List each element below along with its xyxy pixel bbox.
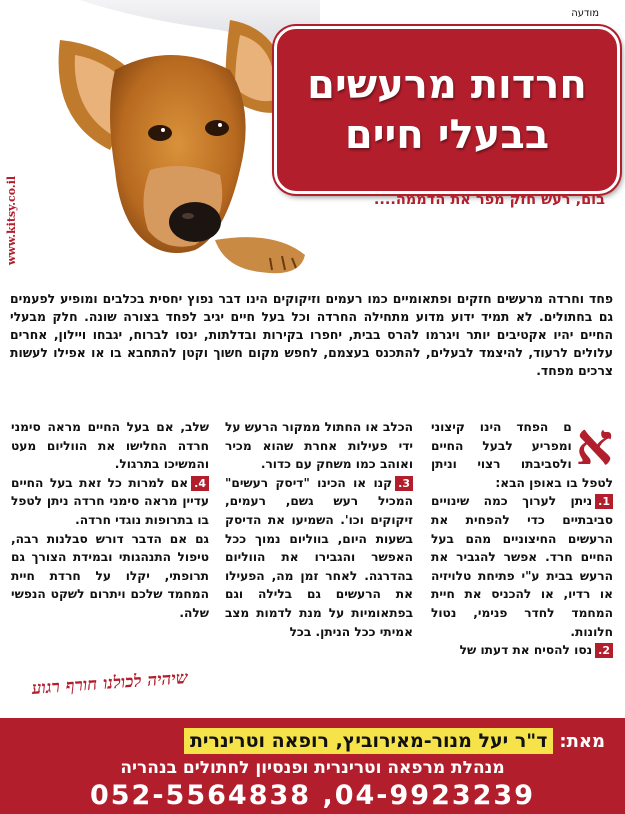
step-number-3: 3. <box>395 476 413 491</box>
ad-label: מודעה <box>571 8 599 19</box>
author-line <box>184 728 605 754</box>
step-text-3: קנו או הכינו "דיסק רעשים" המכיל רעש גשם, רעמים, זיקוקים וכו'. השמיעו את הדיסק בשעות היום, בווליום נמוך ככל האפשר והגבירו את הווליום בהדרגה. לאחר זמן מה, הפעילו את הרעשים גם בלילה וגם בפתאומיות על מנת לדמות מצב אמיתי ככל הניתן. בכל <box>225 475 413 639</box>
step-text-4: אם למרות כל זאת בעל החיים עדיין מראה סימני חרדה ניתן לטפל בו בתרופות נוגדי חרדה. <box>11 475 209 527</box>
column-text: ם הפחד הינו קיצוני ומפריע לבעל החיים ולסביבתו רצוי וניתן לטפל בו באופן הבא: <box>431 420 613 490</box>
column-text: שלב, אם בעל החיים מראה סימני חרדה החלישו את הווליום מעט והמשיכו בתרגול. <box>11 420 209 472</box>
author-description: מנהלת מרפאה וטרינרית ופנסיון לחתולים בנהריה <box>120 758 505 778</box>
step-number-4: 4. <box>191 476 209 491</box>
headline-box <box>274 26 620 194</box>
phone-numbers[interactable]: 052-5564838 ,04-9923239 <box>89 780 535 811</box>
article-column-middle <box>225 418 413 641</box>
author-name: ד"ר יעל מנור-מאירוביץ, רופאה וטרינרית <box>184 728 553 754</box>
drop-cap: א <box>575 410 613 478</box>
column-text: הכלב או החתול ממקור הרעש על ידי פעילות אחרת שהוא מכיר ואוהב כמו משחק עם כדור. <box>225 420 413 472</box>
headline-line-2: בבעלי חיים <box>344 112 550 158</box>
headline-line-1: חרדות מרעשים <box>307 62 587 108</box>
subtitle-line-1: חורף, שקט, בבית כולם ישנים, לפתע... <box>343 172 605 188</box>
step-number-2: 2. <box>595 643 613 658</box>
footer-banner <box>0 718 625 814</box>
article-column-right <box>431 410 613 660</box>
article-column-left <box>11 418 209 623</box>
from-label: מאת: <box>559 730 605 752</box>
website-url[interactable]: www.kitsy.co.il <box>5 175 19 265</box>
step-text-1: ניתן לערוך כמה שינויים סביבתיים כדי להפחית את הרעשים החיצוניים מהם בעל החיים חרד. אפשר להגביר את הרעש בבית ע"י פתיחת טלויזיה או רדיו, או להכניס את חיית המחמד לחדר פנימי, נטול חלונות. <box>431 494 613 639</box>
subtitle <box>285 170 605 210</box>
closing-text: גם אם הדבר דורש סבלנות רבה, טיפול התנהגותי ובמידת הצורך גם תרופתי, יקלו על חרדת חיית המחמד שלכם ויתרום לשקט הנפשי שלה. <box>11 531 209 620</box>
signature: שיהיה לכולנו חורף רגוע <box>31 668 189 699</box>
subtitle-line-2: בום, רעש חזק מפר את הדממה.... <box>373 192 605 208</box>
intro-paragraph: פחד וחרדה מרעשים חזקים ופתאומיים כמו רעמים וזיקוקים הינו דבר נפוץ יחסית בכלבים ומופיע לפעמים גם בחתולים. לא תמיד ידוע מדוע מתחילה החרדה וכל בעל חיים יגיב לפחד בצורה שונה. חלק מבעלי החיים יהיו אקטיבים יותר ויגרמו להרס בבית, יחפרו בקירות ובדלתות, ינסו לברוח, יגבחו ויילון, אחרים עלולים לרעוד, להיצמד לבעלים, להתכנס בעצמם, לחפש מקום חשוך וקטן להתחבא בו או אפילו לעשות צרכים מפחד. <box>10 291 613 378</box>
step-text-2: נסו להסיח את דעתו של <box>459 643 593 658</box>
step-number-1: 1. <box>595 494 613 509</box>
